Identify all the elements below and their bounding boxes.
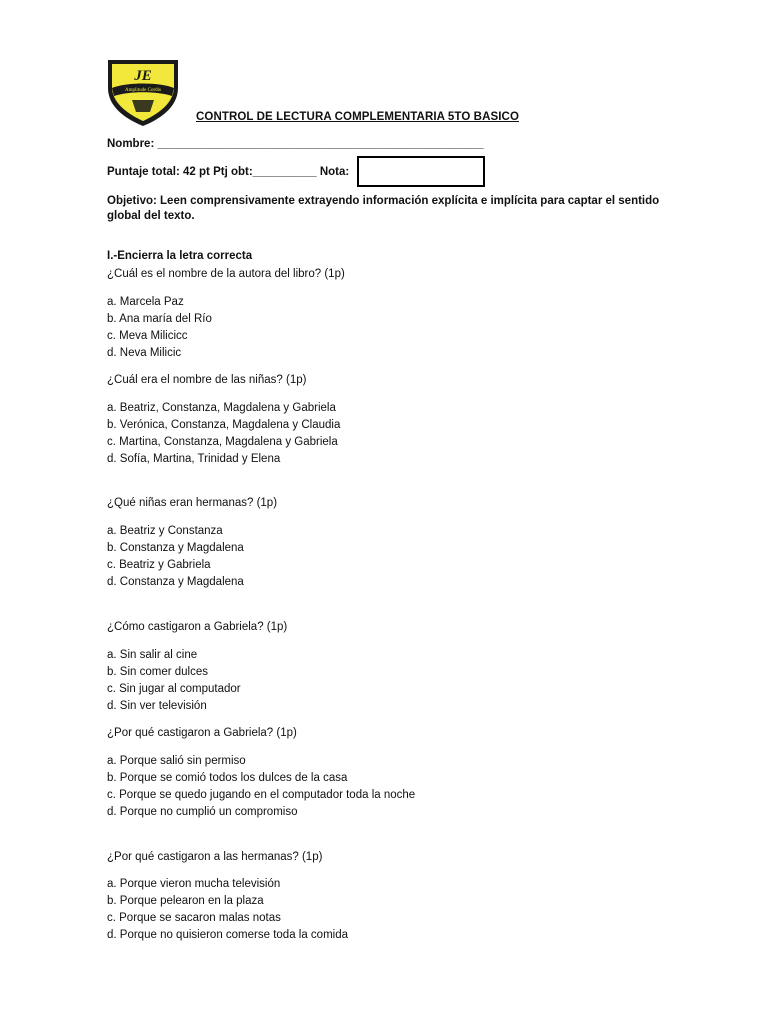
option-c: c. Beatriz y Gabriela [107, 559, 211, 571]
school-crest-logo [106, 58, 180, 128]
option-b: b. Sin comer dulces [107, 666, 208, 678]
question-1-options [107, 294, 212, 362]
option-b: b. Constanza y Magdalena [107, 542, 244, 554]
option-b: b. Ana maría del Río [107, 313, 212, 325]
option-c: c. Porque se sacaron malas notas [107, 912, 281, 924]
option-c: c. Sin jugar al computador [107, 683, 241, 695]
question-3-options [107, 523, 244, 591]
question-4-options [107, 647, 241, 715]
logo-ribbon-text: Amplitude Cordis [125, 88, 161, 93]
question-6: ¿Por qué castigaron a las hermanas? (1p) [107, 851, 323, 863]
page-title: CONTROL DE LECTURA COMPLEMENTARIA 5TO BASICO [196, 111, 519, 123]
option-d: d. Sin ver televisión [107, 700, 207, 712]
option-b: b. Verónica, Constanza, Magdalena y Claudia [107, 419, 341, 431]
option-c: c. Martina, Constanza, Magdalena y Gabriela [107, 436, 338, 448]
option-b: b. Porque se comió todos los dulces de la casa [107, 772, 348, 784]
option-a: a. Beatriz y Constanza [107, 525, 223, 537]
nota-box [357, 156, 485, 187]
option-a: a. Porque vieron mucha televisión [107, 878, 281, 890]
question-1: ¿Cuál es el nombre de la autora del libro? (1p) [107, 268, 345, 280]
objetivo-text: Objetivo: Leen comprensivamente extrayendo información explícita e implícita para captar el sentido global del texto. [107, 195, 660, 222]
question-2-options [107, 400, 340, 468]
option-a: a. Beatriz, Constanza, Magdalena y Gabriela [107, 402, 336, 414]
section-title: I.-Encierra la letra correcta [107, 250, 253, 262]
question-5: ¿Por qué castigaron a Gabriela? (1p) [107, 727, 297, 739]
question-5-options [107, 753, 415, 821]
option-a: a. Marcela Paz [107, 296, 184, 308]
question-2: ¿Cuál era el nombre de las niñas? (1p) [107, 374, 307, 386]
question-3: ¿Qué niñas eran hermanas? (1p) [107, 497, 278, 509]
option-d: d. Constanza y Magdalena [107, 576, 244, 588]
option-d: d. Porque no cumplió un compromiso [107, 806, 298, 818]
option-c: c. Porque se quedo jugando en el computador toda la noche [107, 789, 416, 801]
question-4: ¿Cómo castigaron a Gabriela? (1p) [107, 621, 288, 633]
option-d: d. Porque no quisieron comerse toda la comida [107, 929, 349, 941]
question-6-options [107, 876, 348, 944]
option-d: d. Sofía, Martina, Trinidad y Elena [107, 453, 281, 465]
option-b: b. Porque pelearon en la plaza [107, 895, 264, 907]
option-d: d. Neva Milicic [107, 347, 182, 359]
puntaje-line: Puntaje total: 42 pt Ptj obt:__________ Nota: [107, 166, 350, 178]
nombre-field-line: Nombre: ___________________________________________________ [107, 138, 484, 150]
option-c: c. Meva Milicicc [107, 330, 188, 342]
option-a: a. Porque salió sin permiso [107, 755, 246, 767]
option-a: a. Sin salir al cine [107, 649, 198, 661]
logo-monogram: JE [134, 68, 152, 84]
